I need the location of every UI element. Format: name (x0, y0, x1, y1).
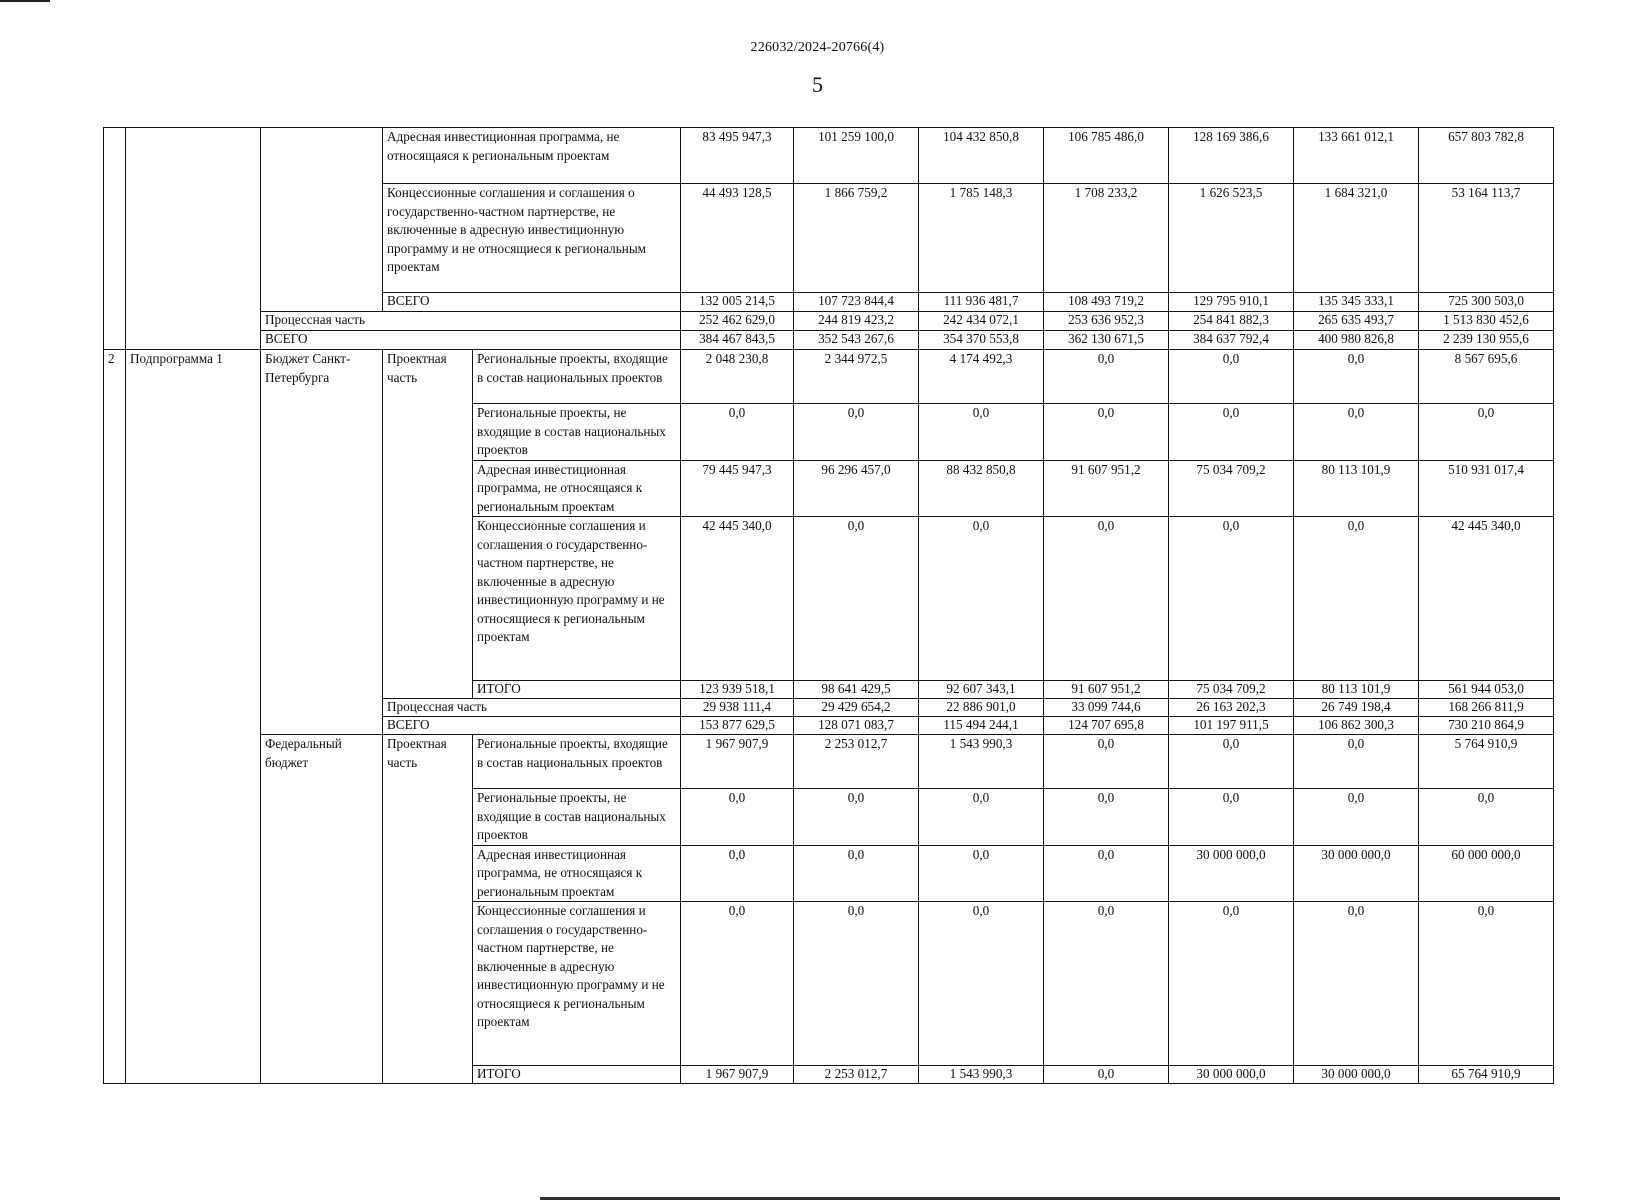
value-cell: 1 967 907,9 (681, 735, 794, 789)
value-cell: 108 493 719,2 (1044, 293, 1169, 312)
value-cell: 0,0 (794, 845, 919, 902)
total-label: ВСЕГО (261, 331, 681, 350)
value-cell: 42 445 340,0 (1419, 517, 1554, 681)
top-row (104, 312, 1554, 331)
source-col-cont (261, 128, 383, 312)
value-cell: 88 432 850,8 (919, 460, 1044, 517)
value-cell: 0,0 (1044, 1066, 1169, 1084)
value-cell: 29 429 654,2 (794, 699, 919, 717)
value-cell: 0,0 (1294, 789, 1419, 846)
top-row (104, 331, 1554, 350)
row-label: ВСЕГО (383, 293, 681, 312)
value-cell: 252 462 629,0 (681, 312, 794, 331)
source-federal: Федеральный бюджет (261, 735, 383, 1084)
row-label: Адресная инвестиционная программа, не относящаяся к региональным проектам (473, 460, 681, 517)
value-cell: 0,0 (1044, 350, 1169, 404)
subprogram-name: Подпрограмма 1 (126, 350, 261, 1084)
value-cell: 101 197 911,5 (1169, 717, 1294, 735)
value-cell: 0,0 (1044, 735, 1169, 789)
process-label: Процессная часть (383, 699, 681, 717)
value-cell: 730 210 864,9 (1419, 717, 1554, 735)
row-label: Концессионные соглашения и соглашения о государственно-частном партнерстве, не включенные в адресную инвестиционную программу и не относящиеся к региональным проектам (473, 517, 681, 681)
value-cell: 107 723 844,4 (794, 293, 919, 312)
section-number: 2 (104, 350, 126, 1084)
total-label: ВСЕГО (383, 717, 681, 735)
value-cell: 0,0 (681, 845, 794, 902)
value-cell: 0,0 (794, 517, 919, 681)
num-col-cont (104, 128, 126, 350)
value-cell: 510 931 017,4 (1419, 460, 1554, 517)
value-cell: 2 253 012,7 (794, 735, 919, 789)
value-cell: 129 795 910,1 (1169, 293, 1294, 312)
value-cell: 384 467 843,5 (681, 331, 794, 350)
row-label: Региональные проекты, входящие в состав национальных проектов (473, 350, 681, 404)
value-cell: 22 886 901,0 (919, 699, 1044, 717)
value-cell: 0,0 (1169, 350, 1294, 404)
value-cell: 0,0 (1294, 517, 1419, 681)
value-cell: 352 543 267,6 (794, 331, 919, 350)
value-cell: 0,0 (1169, 404, 1294, 461)
value-cell: 29 938 111,4 (681, 699, 794, 717)
value-cell: 725 300 503,0 (1419, 293, 1554, 312)
value-cell: 128 071 083,7 (794, 717, 919, 735)
value-cell: 111 936 481,7 (919, 293, 1044, 312)
value-cell: 2 344 972,5 (794, 350, 919, 404)
value-cell: 101 259 100,0 (794, 128, 919, 184)
corner-mark (0, 0, 50, 2)
value-cell: 0,0 (1169, 735, 1294, 789)
value-cell: 30 000 000,0 (1169, 845, 1294, 902)
row-label: Концессионные соглашения и соглашения о государственно-частном партнерстве, не включенные в адресную инвестиционную программу и не относящиеся к региональным проектам (473, 902, 681, 1066)
value-cell: 42 445 340,0 (681, 517, 794, 681)
value-cell: 26 163 202,3 (1169, 699, 1294, 717)
value-cell: 115 494 244,1 (919, 717, 1044, 735)
document-id: 226032/2024-20766(4) (750, 40, 885, 55)
value-cell: 133 661 012,1 (1294, 128, 1419, 184)
value-cell: 79 445 947,3 (681, 460, 794, 517)
row-label: Региональные проекты, не входящие в состав национальных проектов (473, 789, 681, 846)
value-cell: 0,0 (1419, 789, 1554, 846)
value-cell: 0,0 (919, 845, 1044, 902)
value-cell: 400 980 826,8 (1294, 331, 1419, 350)
value-cell: 80 113 101,9 (1294, 681, 1419, 699)
value-cell: 8 567 695,6 (1419, 350, 1554, 404)
value-cell: 0,0 (1294, 735, 1419, 789)
project-part-label: Проектная часть (383, 350, 473, 699)
value-cell: 4 174 492,3 (919, 350, 1044, 404)
value-cell: 132 005 214,5 (681, 293, 794, 312)
value-cell: 0,0 (919, 789, 1044, 846)
value-cell: 1 626 523,5 (1169, 184, 1294, 293)
value-cell: 83 495 947,3 (681, 128, 794, 184)
row-label: ИТОГО (473, 681, 681, 699)
value-cell: 106 862 300,3 (1294, 717, 1419, 735)
value-cell: 0,0 (1044, 902, 1169, 1066)
value-cell: 244 819 423,2 (794, 312, 919, 331)
value-cell: 0,0 (1169, 517, 1294, 681)
value-cell: 1 708 233,2 (1044, 184, 1169, 293)
value-cell: 0,0 (1169, 789, 1294, 846)
section2-row (104, 350, 1554, 404)
value-cell: 128 169 386,6 (1169, 128, 1294, 184)
row-label: Концессионные соглашения и соглашения о государственно-частном партнерстве, не включенные в адресную инвестиционную программу и не относящиеся к региональным проектам (383, 184, 681, 293)
value-cell: 0,0 (794, 404, 919, 461)
row-label: Адресная инвестиционная программа, не относящаяся к региональным проектам (473, 845, 681, 902)
value-cell: 33 099 744,6 (1044, 699, 1169, 717)
value-cell: 254 841 882,3 (1169, 312, 1294, 331)
value-cell: 0,0 (794, 789, 919, 846)
value-cell: 0,0 (1044, 845, 1169, 902)
value-cell: 0,0 (919, 404, 1044, 461)
federal-row (104, 735, 1554, 789)
value-cell: 253 636 952,3 (1044, 312, 1169, 331)
name-col-cont (126, 128, 261, 350)
value-cell: 2 253 012,7 (794, 1066, 919, 1084)
value-cell: 0,0 (1169, 902, 1294, 1066)
value-cell: 354 370 553,8 (919, 331, 1044, 350)
value-cell: 0,0 (1044, 517, 1169, 681)
source-spb: Бюджет Санкт-Петербурга (261, 350, 383, 735)
row-label: Региональные проекты, не входящие в состав национальных проектов (473, 404, 681, 461)
value-cell: 123 939 518,1 (681, 681, 794, 699)
value-cell: 30 000 000,0 (1294, 1066, 1419, 1084)
value-cell: 75 034 709,2 (1169, 681, 1294, 699)
process-label: Процессная часть (261, 312, 681, 331)
value-cell: 1 513 830 452,6 (1419, 312, 1554, 331)
value-cell: 92 607 343,1 (919, 681, 1044, 699)
value-cell: 0,0 (1419, 902, 1554, 1066)
page-number: 5 (812, 72, 823, 97)
value-cell: 242 434 072,1 (919, 312, 1044, 331)
value-cell: 96 296 457,0 (794, 460, 919, 517)
value-cell: 384 637 792,4 (1169, 331, 1294, 350)
value-cell: 135 345 333,1 (1294, 293, 1419, 312)
value-cell: 1 866 759,2 (794, 184, 919, 293)
value-cell: 75 034 709,2 (1169, 460, 1294, 517)
value-cell: 30 000 000,0 (1169, 1066, 1294, 1084)
budget-table (103, 127, 1554, 1084)
value-cell: 153 877 629,5 (681, 717, 794, 735)
value-cell: 1 785 148,3 (919, 184, 1044, 293)
value-cell: 65 764 910,9 (1419, 1066, 1554, 1084)
row-label: Региональные проекты, входящие в состав национальных проектов (473, 735, 681, 789)
value-cell: 0,0 (681, 902, 794, 1066)
value-cell: 1 967 907,9 (681, 1066, 794, 1084)
value-cell: 80 113 101,9 (1294, 460, 1419, 517)
value-cell: 0,0 (1044, 789, 1169, 846)
value-cell: 0,0 (1044, 404, 1169, 461)
value-cell: 0,0 (794, 902, 919, 1066)
value-cell: 2 048 230,8 (681, 350, 794, 404)
value-cell: 265 635 493,7 (1294, 312, 1419, 331)
row-label: Адресная инвестиционная программа, не относящаяся к региональным проектам (383, 128, 681, 184)
value-cell: 106 785 486,0 (1044, 128, 1169, 184)
value-cell: 91 607 951,2 (1044, 460, 1169, 517)
value-cell: 0,0 (919, 517, 1044, 681)
value-cell: 0,0 (681, 789, 794, 846)
value-cell: 0,0 (919, 902, 1044, 1066)
value-cell: 168 266 811,9 (1419, 699, 1554, 717)
value-cell: 5 764 910,9 (1419, 735, 1554, 789)
value-cell: 53 164 113,7 (1419, 184, 1554, 293)
value-cell: 60 000 000,0 (1419, 845, 1554, 902)
value-cell: 561 944 053,0 (1419, 681, 1554, 699)
value-cell: 1 684 321,0 (1294, 184, 1419, 293)
value-cell: 0,0 (1294, 902, 1419, 1066)
value-cell: 1 543 990,3 (919, 1066, 1044, 1084)
value-cell: 91 607 951,2 (1044, 681, 1169, 699)
row-label: ИТОГО (473, 1066, 681, 1084)
value-cell: 0,0 (681, 404, 794, 461)
value-cell: 98 641 429,5 (794, 681, 919, 699)
project-part-label: Проектная часть (383, 735, 473, 1084)
value-cell: 124 707 695,8 (1044, 717, 1169, 735)
value-cell: 362 130 671,5 (1044, 331, 1169, 350)
value-cell: 0,0 (1294, 404, 1419, 461)
value-cell: 26 749 198,4 (1294, 699, 1419, 717)
value-cell: 1 543 990,3 (919, 735, 1044, 789)
value-cell: 104 432 850,8 (919, 128, 1044, 184)
value-cell: 0,0 (1419, 404, 1554, 461)
value-cell: 44 493 128,5 (681, 184, 794, 293)
top-row (104, 128, 1554, 184)
value-cell: 30 000 000,0 (1294, 845, 1419, 902)
value-cell: 657 803 782,8 (1419, 128, 1554, 184)
value-cell: 0,0 (1294, 350, 1419, 404)
value-cell: 2 239 130 955,6 (1419, 331, 1554, 350)
